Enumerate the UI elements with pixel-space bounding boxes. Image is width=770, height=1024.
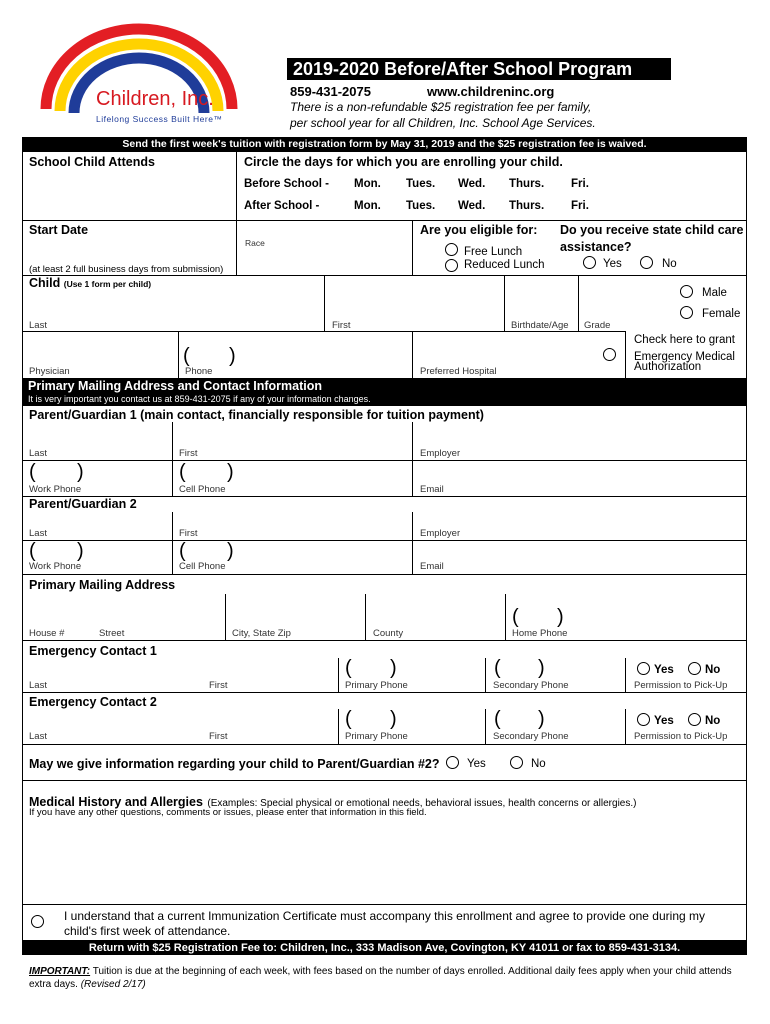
after-day-tue[interactable]: Tues.: [406, 200, 436, 212]
emergency2-last-label: Last: [29, 731, 47, 742]
home-phone-label: Home Phone: [512, 628, 568, 639]
info-no-radio[interactable]: [510, 756, 523, 769]
emergency1-primary-phone-label: Primary Phone: [345, 680, 408, 691]
male-label: Male: [702, 287, 727, 299]
return-bar: Return with $25 Registration Fee to: Children, Inc., 333 Madison Ave, Covington, KY 41011 or fax to 859-431-3134.: [22, 941, 747, 955]
immunization-line2: child's first week of attendance.: [64, 924, 231, 938]
emergency2-primary-phone-label: Primary Phone: [345, 731, 408, 742]
footer-line2: [29, 979, 146, 991]
reduced-lunch-radio[interactable]: [445, 259, 458, 272]
mailing-contact-bar: [22, 378, 747, 406]
logo-name: Children, Inc.: [96, 88, 214, 110]
info-question: May we give information regarding your child to Parent/Guardian #2?: [29, 757, 440, 771]
reduced-lunch-label: Reduced Lunch: [464, 259, 545, 271]
female-label: Female: [702, 308, 741, 320]
state-care-no-label: No: [662, 258, 677, 270]
emergency1-pickup-no-radio[interactable]: [688, 662, 701, 675]
emergency1-no-label: No: [705, 664, 721, 676]
info-no-label: No: [531, 758, 546, 770]
emergency-medical-checkbox[interactable]: [603, 348, 616, 361]
start-date-label: Start Date: [29, 223, 89, 237]
parent1-cell-phone-label: Cell Phone: [179, 484, 226, 495]
free-lunch-label: Free Lunch: [464, 246, 523, 258]
preferred-hospital-label: Preferred Hospital: [420, 366, 497, 377]
emergency2-title: Emergency Contact 2: [29, 695, 157, 709]
male-radio[interactable]: [680, 285, 693, 298]
mailing-bar-subtitle: It is very important you contact us at 859-431-2075 if any of your information changes.: [28, 394, 371, 404]
header-website: www.childreninc.org: [427, 84, 555, 99]
parent1-work-phone-label: Work Phone: [29, 484, 82, 495]
after-day-wed[interactable]: Wed.: [458, 200, 486, 212]
emergency1-secondary-phone-label: Secondary Phone: [493, 680, 569, 691]
county-label: County: [373, 628, 404, 639]
parent2-work-phone-label: Work Phone: [29, 561, 82, 572]
emergency1-permission-label: Permission to Pick-Up: [634, 680, 728, 691]
fee-note-line1: There is a non-refundable $25 registration fee per family,: [290, 100, 592, 114]
circle-days-label: Circle the days for which you are enrolling your child.: [244, 155, 563, 169]
emergency1-first-label: First: [209, 680, 228, 691]
parent2-email-label: Email: [420, 561, 444, 572]
revised-date: (Revised 2/17): [80, 979, 146, 990]
footer-important: [29, 966, 739, 978]
important-label: IMPORTANT:: [29, 966, 91, 977]
logo: [34, 14, 244, 132]
school-attends-label: School Child Attends: [29, 155, 155, 169]
medical-text-area[interactable]: [23, 820, 746, 904]
parent1-email-label: Email: [420, 484, 444, 495]
after-day-mon[interactable]: Mon.: [354, 200, 381, 212]
footer-text2: extra days.: [29, 979, 78, 990]
after-school-label: After School -: [244, 200, 320, 212]
program-title: 2019-2020 Before/After School Program: [287, 58, 671, 80]
emergency2-first-label: First: [209, 731, 228, 742]
state-care-question-2: assistance?: [560, 240, 632, 254]
before-day-wed[interactable]: Wed.: [458, 178, 486, 190]
child-birthdate-label: Birthdate/Age: [511, 320, 569, 331]
grant-line1: Check here to grant: [634, 334, 736, 346]
fee-note-line2: per school year for all Children, Inc. School Age Services.: [290, 116, 596, 130]
header-phone: 859-431-2075: [290, 84, 371, 99]
after-day-thu[interactable]: Thurs.: [509, 200, 545, 212]
before-school-label: Before School -: [244, 178, 329, 190]
emergency2-yes-label: Yes: [654, 715, 674, 727]
emergency1-pickup-yes-radio[interactable]: [637, 662, 650, 675]
child-grade-label: Grade: [584, 320, 611, 331]
physician-phone-label: Phone: [185, 366, 213, 377]
state-care-question: Do you receive state child care: [560, 223, 744, 237]
immunization-checkbox[interactable]: [31, 915, 44, 928]
before-day-thu[interactable]: Thurs.: [509, 178, 545, 190]
start-date-note: (at least 2 full business days from submission): [29, 264, 224, 275]
emergency2-secondary-phone-label: Secondary Phone: [493, 731, 569, 742]
address-title: Primary Mailing Address: [29, 578, 176, 592]
child-last-label: Last: [29, 320, 47, 331]
child-note: (Use 1 form per child): [63, 279, 152, 289]
mailing-bar-title: Primary Mailing Address and Contact Information: [28, 379, 323, 393]
parent2-last-label: Last: [29, 528, 47, 539]
state-care-yes-label: Yes: [603, 258, 622, 270]
parent1-employer-label: Employer: [420, 448, 461, 459]
physician-label: Physician: [29, 366, 70, 377]
notice-bar: Send the first week's tuition with registration form by May 31, 2019 and the $25 registration fee is waived.: [22, 137, 747, 151]
footer-text: Tuition is due at the beginning of each week, with fees based on the number of days enrolled. Additional daily fees apply when your child attends: [90, 966, 732, 977]
emergency1-last-label: Last: [29, 680, 47, 691]
parent2-first-label: First: [179, 528, 198, 539]
before-day-tue[interactable]: Tues.: [406, 178, 436, 190]
parent1-title: Parent/Guardian 1 (main contact, financially responsible for tuition payment): [29, 408, 484, 422]
physician-phone-open-paren: (: [183, 345, 190, 367]
emergency1-yes-label: Yes: [654, 664, 674, 676]
before-day-fri[interactable]: Fri.: [571, 178, 589, 190]
info-yes-label: Yes: [467, 758, 486, 770]
grant-line2: Emergency Medical: [634, 351, 735, 363]
medical-note: If you have any other questions, comments or issues, please enter that information in this field.: [29, 807, 427, 818]
parent1-first-label: First: [179, 448, 198, 459]
state-care-yes-radio[interactable]: [583, 256, 596, 269]
immunization-line1: I understand that a current Immunization Certificate must accompany this enrollment and agree to provide one during my: [64, 909, 705, 923]
emergency2-no-label: No: [705, 715, 721, 727]
logo-tagline: Lifelong Success Built Here™: [96, 114, 223, 124]
emergency1-title: Emergency Contact 1: [29, 644, 157, 658]
emergency2-pickup-yes-radio[interactable]: [637, 713, 650, 726]
child-label: Child (Use 1 form per child): [29, 276, 152, 290]
grant-line3: Authorization: [634, 361, 702, 373]
race-label: Race: [245, 238, 265, 248]
parent1-last-label: Last: [29, 448, 47, 459]
after-day-fri[interactable]: Fri.: [571, 200, 589, 212]
parent2-employer-label: Employer: [420, 528, 461, 539]
free-lunch-radio[interactable]: [445, 243, 458, 256]
female-radio[interactable]: [680, 306, 693, 319]
child-first-label: First: [332, 320, 351, 331]
eligible-label: Are you eligible for:: [420, 223, 538, 237]
before-day-mon[interactable]: Mon.: [354, 178, 381, 190]
city-state-zip-label: City, State Zip: [232, 628, 291, 639]
info-yes-radio[interactable]: [446, 756, 459, 769]
physician-phone-close-paren: ): [229, 345, 236, 367]
medical-title: Medical History and Allergies: [29, 795, 203, 809]
parent2-title: Parent/Guardian 2: [29, 497, 137, 511]
state-care-no-radio[interactable]: [640, 256, 653, 269]
street-label: Street: [99, 628, 125, 639]
medical-examples: (Examples: Special physical or emotional needs, behavioral issues, health concerns or allergies.): [207, 798, 637, 809]
emergency2-pickup-no-radio[interactable]: [688, 713, 701, 726]
parent2-cell-phone-label: Cell Phone: [179, 561, 226, 572]
house-number-label: House #: [29, 628, 65, 639]
emergency2-permission-label: Permission to Pick-Up: [634, 731, 728, 742]
